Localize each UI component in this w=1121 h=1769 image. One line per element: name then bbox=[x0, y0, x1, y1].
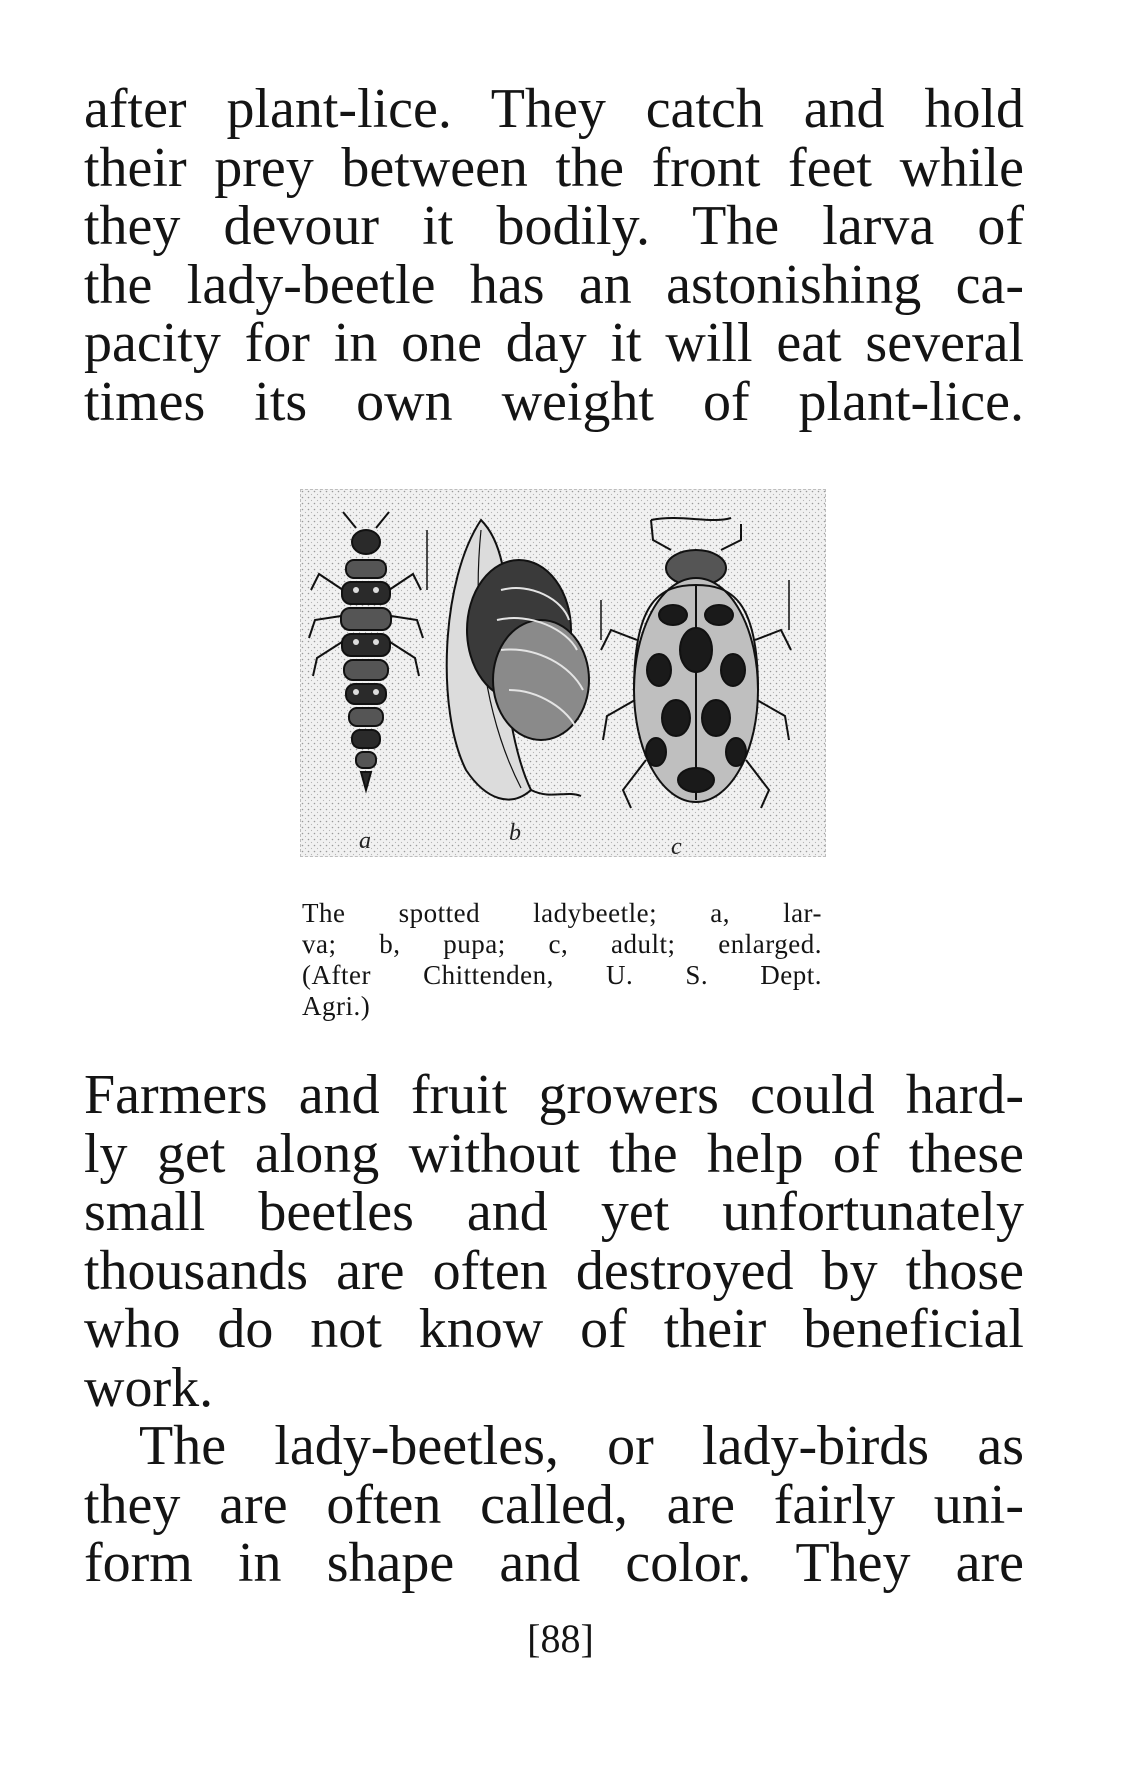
ladybeetle-illustration bbox=[300, 489, 826, 857]
caption-line: Agri.) bbox=[302, 991, 371, 1021]
text-line: The lady-beetles, or lady-birds as bbox=[139, 1415, 1024, 1477]
text-line: form in shape and color. They are bbox=[84, 1532, 1024, 1594]
text-line: small beetles and yet unfortunately bbox=[84, 1181, 1024, 1243]
text-line: they devour it bodily. The larva of bbox=[84, 195, 1024, 257]
text-line: thousands are often destroyed by those bbox=[84, 1239, 1024, 1302]
text-line: times its own weight of plant-lice. bbox=[84, 370, 1024, 433]
text-line: who do not know of their beneficial bbox=[84, 1298, 1024, 1360]
text-line: the lady-beetle has an astonishing ca- bbox=[84, 253, 1024, 316]
figure-caption bbox=[302, 898, 822, 1022]
text-line: pacity for in one day it will eat several bbox=[84, 312, 1024, 374]
figure-label-a: a bbox=[359, 828, 371, 854]
paragraph-3 bbox=[84, 1417, 1024, 1593]
text-line: Farmers and fruit growers could hard- bbox=[84, 1064, 1024, 1126]
page-number: [88] bbox=[527, 1616, 594, 1661]
caption-line: va; b, pupa; c, adult; enlarged. bbox=[302, 929, 822, 959]
paragraph-2 bbox=[84, 1066, 1024, 1417]
text-line: after plant-lice. They catch and hold bbox=[84, 78, 1024, 140]
text-line: work. bbox=[84, 1356, 214, 1419]
figure-label-c: c bbox=[671, 834, 682, 856]
caption-line: The spotted ladybeetle; a, lar- bbox=[302, 898, 822, 928]
text-line: ly get along without the help of these bbox=[84, 1122, 1024, 1185]
text-line: their prey between the front feet while bbox=[84, 136, 1024, 199]
caption-line: (After Chittenden, U. S. Dept. bbox=[302, 960, 822, 990]
paragraph-1 bbox=[84, 80, 1024, 431]
figure-label-b: b bbox=[509, 820, 521, 846]
text-line: they are often called, are fairly uni- bbox=[84, 1473, 1024, 1536]
